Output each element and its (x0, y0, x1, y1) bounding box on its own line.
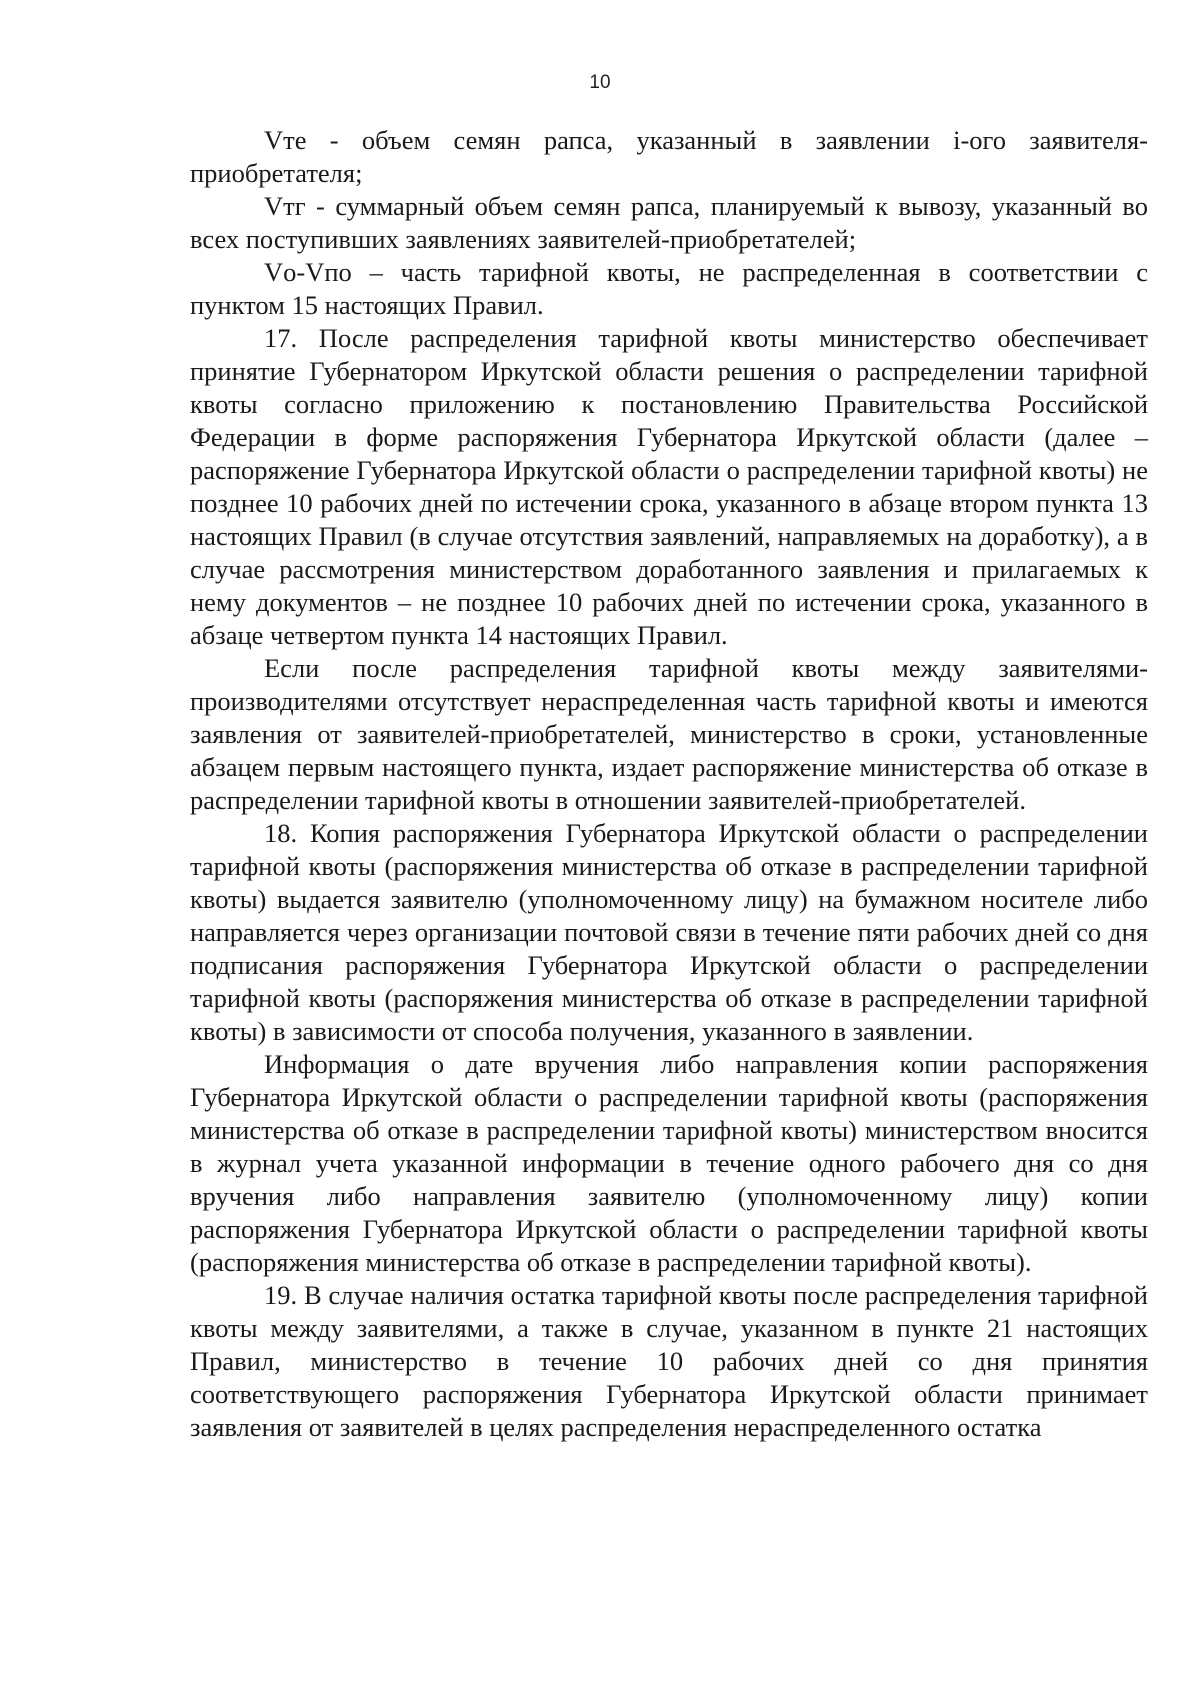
paragraph-vo-vpo-definition: Vо-Vпо – часть тарифной квоты, не распределенная в соответствии с пунктом 15 настоящих Правил. (190, 257, 1148, 320)
paragraph-item-18-journal: Информация о дате вручения либо направления копии распоряжения Губернатора Иркутской области о распределении тарифной квоты (распоряжения министерства об отказе в распределении тарифной квоты) министерством вносится в журнал учета указанной информации в течение одного рабочего дня со дня вручения либо направления заявителю (уполномоченному лицу) копии распоряжения Губернатора Иркутской области о распределении тарифной квоты (распоряжения министерства об отказе в распределении тарифной квоты). (190, 1049, 1148, 1277)
paragraph-item-18: 18. Копия распоряжения Губернатора Иркутской области о распределении тарифной квоты (распоряжения министерства об отказе в распределении тарифной квоты) выдается заявителю (уполномоченному лицу) на бумажном носителе либо направляется через организации почтовой связи в течение пяти рабочих дней со дня подписания распоряжения Губернатора Иркутской области о распределении тарифной квоты (распоряжения министерства об отказе в распределении тарифной квоты) в зависимости от способа получения, указанного в заявлении. (190, 818, 1148, 1046)
paragraph-item-19: 19. В случае наличия остатка тарифной квоты после распределения тарифной квоты между заявителями, а также в случае, указанном в пункте 21 настоящих Правил, министерство в течение 10 рабочих дней со дня принятия соответствующего распоряжения Губернатора Иркутской области принимает заявления от заявителей в целях распределения нераспределенного остатка (190, 1280, 1148, 1442)
paragraph-vte-definition: Vте - объем семян рапса, указанный в заявлении i-ого заявителя-приобретателя; (190, 125, 1148, 188)
paragraph-vtg-definition: Vтг - суммарный объем семян рапса, планируемый к вывозу, указанный во всех поступивших заявлениях заявителей-приобретателей; (190, 191, 1148, 254)
page-number: 10 (589, 72, 611, 93)
paragraph-item-17-refusal: Если после распределения тарифной квоты между заявителями-производителями отсутствует нераспределенная часть тарифной квоты и имеются заявления от заявителей-приобретателей, министерство в сроки, установленные абзацем первым настоящего пункта, издает распоряжение министерства об отказе в распределении тарифной квоты в отношении заявителей-приобретателей. (190, 653, 1148, 815)
document-body (190, 124, 1148, 1444)
paragraph-item-17: 17. После распределения тарифной квоты министерство обеспечивает принятие Губернатором Иркутской области решения о распределении тарифной квоты согласно приложению к постановлению Правительства Российской Федерации в форме распоряжения Губернатора Иркутской области (далее – распоряжение Губернатора Иркутской области о распределении тарифной квоты) не позднее 10 рабочих дней по истечении срока, указанного в абзаце втором пункта 13 настоящих Правил (в случае отсутствия заявлений, направляемых на доработку), а в случае рассмотрения министерством доработанного заявления и прилагаемых к нему документов – не позднее 10 рабочих дней по истечении срока, указанного в абзаце четвертом пункта 14 настоящих Правил. (190, 323, 1148, 650)
